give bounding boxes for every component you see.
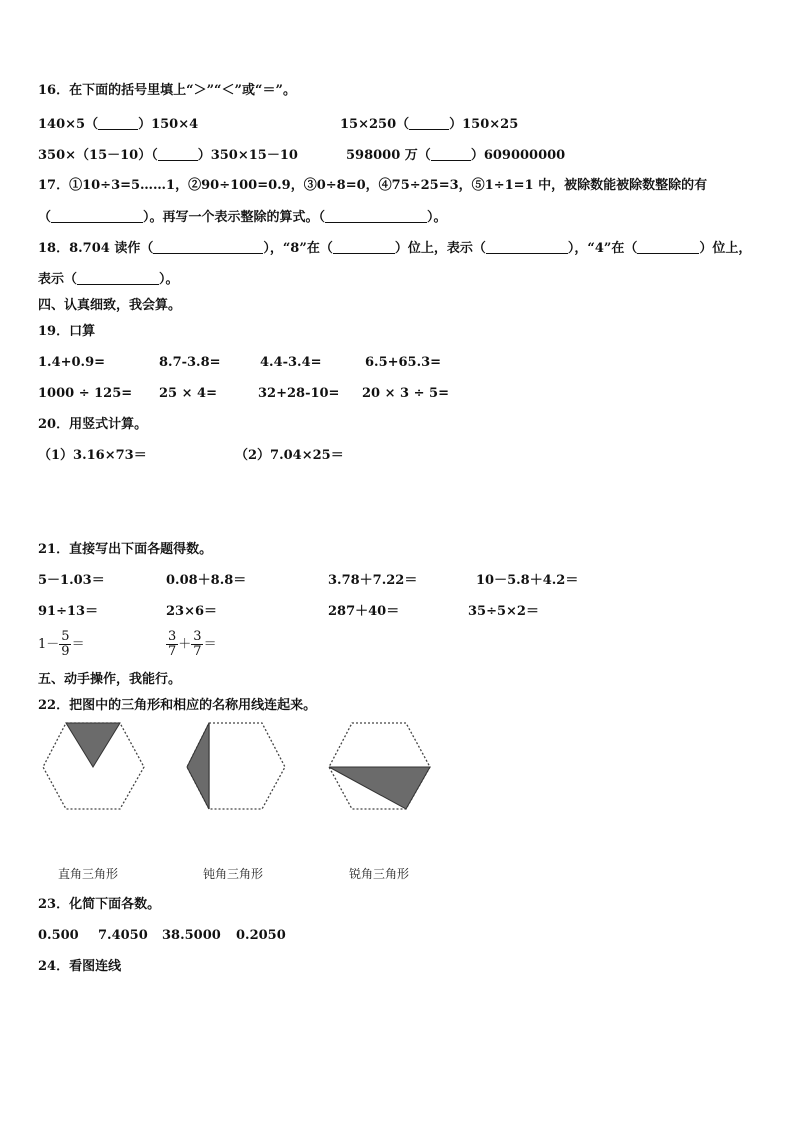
q16-row2-right: 598000 万（ ）609000000 — [346, 148, 566, 163]
shaded-triangle — [329, 767, 430, 809]
hexagon-figure-2[interactable] — [184, 720, 288, 812]
q19-item: 32+28-10= — [258, 386, 340, 401]
hexagon-figure-3[interactable] — [326, 720, 432, 812]
q23-title: 23．化简下面各数。 — [38, 897, 161, 912]
q21-item: 10－5.8＋4.2＝ — [476, 573, 579, 588]
q16-row2-left: 350×（15－10）（ ）350×15－10 — [38, 148, 298, 163]
answer-blank[interactable] — [153, 240, 263, 254]
q17-line2: （ ）。再写一个表示整除的算式。（ ）。 — [38, 210, 447, 225]
q21-fraction-expr-2: $\frac{3}{7}$ ＋ $\frac{3}{7}$ ＝ — [168, 629, 217, 659]
triangle-name-right[interactable]: 直角三角形 — [58, 867, 119, 881]
q21-item: 0.08＋8.8＝ — [166, 573, 247, 588]
q16-row1-left: 140×5（ ）150×4 — [38, 117, 199, 132]
answer-blank[interactable] — [158, 147, 198, 161]
q19-item: 6.5+65.3= — [365, 355, 442, 370]
q21-fraction-expr-1: 1－ $\frac{5}{9}$ ＝ — [38, 629, 85, 659]
q17-line1: 17．①10÷3=5……1，②90÷100=0.9，③0÷8=0，④75÷25=3，⑤1÷1=1 中，被除数能被除数整除的有 — [38, 178, 708, 193]
q20-item: （2）7.04×25＝ — [235, 448, 344, 463]
answer-blank[interactable] — [409, 116, 449, 130]
q23-value: 0.500 — [38, 928, 79, 943]
q23-value: 0.2050 — [236, 928, 286, 943]
q21-item: 5－1.03＝ — [38, 573, 105, 588]
q16-row1-right: 15×250（ ）150×25 — [340, 117, 519, 132]
q21-item: 23×6＝ — [166, 604, 218, 619]
shaded-triangle — [187, 723, 209, 809]
q21-item: 287＋40＝ — [328, 604, 400, 619]
q21-item: 35÷5×2＝ — [468, 604, 539, 619]
answer-blank[interactable] — [98, 116, 138, 130]
hexagon-figure-1[interactable] — [40, 720, 146, 812]
q23-value: 38.5000 — [162, 928, 221, 943]
q19-item: 25 × 4= — [159, 386, 217, 401]
q18-line1: 18．8.704 读作（ ），“8”在（ ）位上，表示（ ），“4”在（ ）位上， — [38, 241, 752, 256]
q23-value: 7.4050 — [98, 928, 148, 943]
q19-item: 1.4+0.9= — [38, 355, 106, 370]
section-4-heading: 四、认真细致，我会算。 — [38, 298, 182, 313]
answer-blank[interactable] — [431, 147, 471, 161]
q19-item: 4.4-3.4= — [260, 355, 322, 370]
answer-blank[interactable] — [637, 240, 699, 254]
q20-item: （1）3.16×73＝ — [38, 448, 147, 463]
q21-item: 91÷13＝ — [38, 604, 99, 619]
q19-item: 8.7-3.8= — [159, 355, 221, 370]
section-5-heading: 五、动手操作，我能行。 — [38, 672, 182, 687]
answer-blank[interactable] — [77, 271, 159, 285]
q21-item: 3.78＋7.22＝ — [328, 573, 418, 588]
answer-blank[interactable] — [486, 240, 568, 254]
answer-blank[interactable] — [325, 209, 427, 223]
q19-title: 19．口算 — [38, 324, 96, 339]
q21-title: 21．直接写出下面各题得数。 — [38, 542, 213, 557]
q19-item: 1000 ÷ 125= — [38, 386, 133, 401]
q19-item: 20 × 3 ÷ 5= — [362, 386, 449, 401]
q24-title: 24．看图连线 — [38, 959, 122, 974]
triangle-name-acute[interactable]: 锐角三角形 — [349, 867, 410, 881]
answer-blank[interactable] — [333, 240, 395, 254]
q18-line2: 表示（ ）。 — [38, 272, 179, 287]
q20-title: 20．用竖式计算。 — [38, 417, 148, 432]
triangle-name-obtuse[interactable]: 钝角三角形 — [203, 867, 264, 881]
q22-title: 22．把图中的三角形和相应的名称用线连起来。 — [38, 698, 317, 713]
answer-blank[interactable] — [51, 209, 143, 223]
shaded-triangle — [66, 723, 120, 767]
q16-title: 16．在下面的括号里填上“＞”“＜”或“＝”。 — [38, 83, 296, 98]
